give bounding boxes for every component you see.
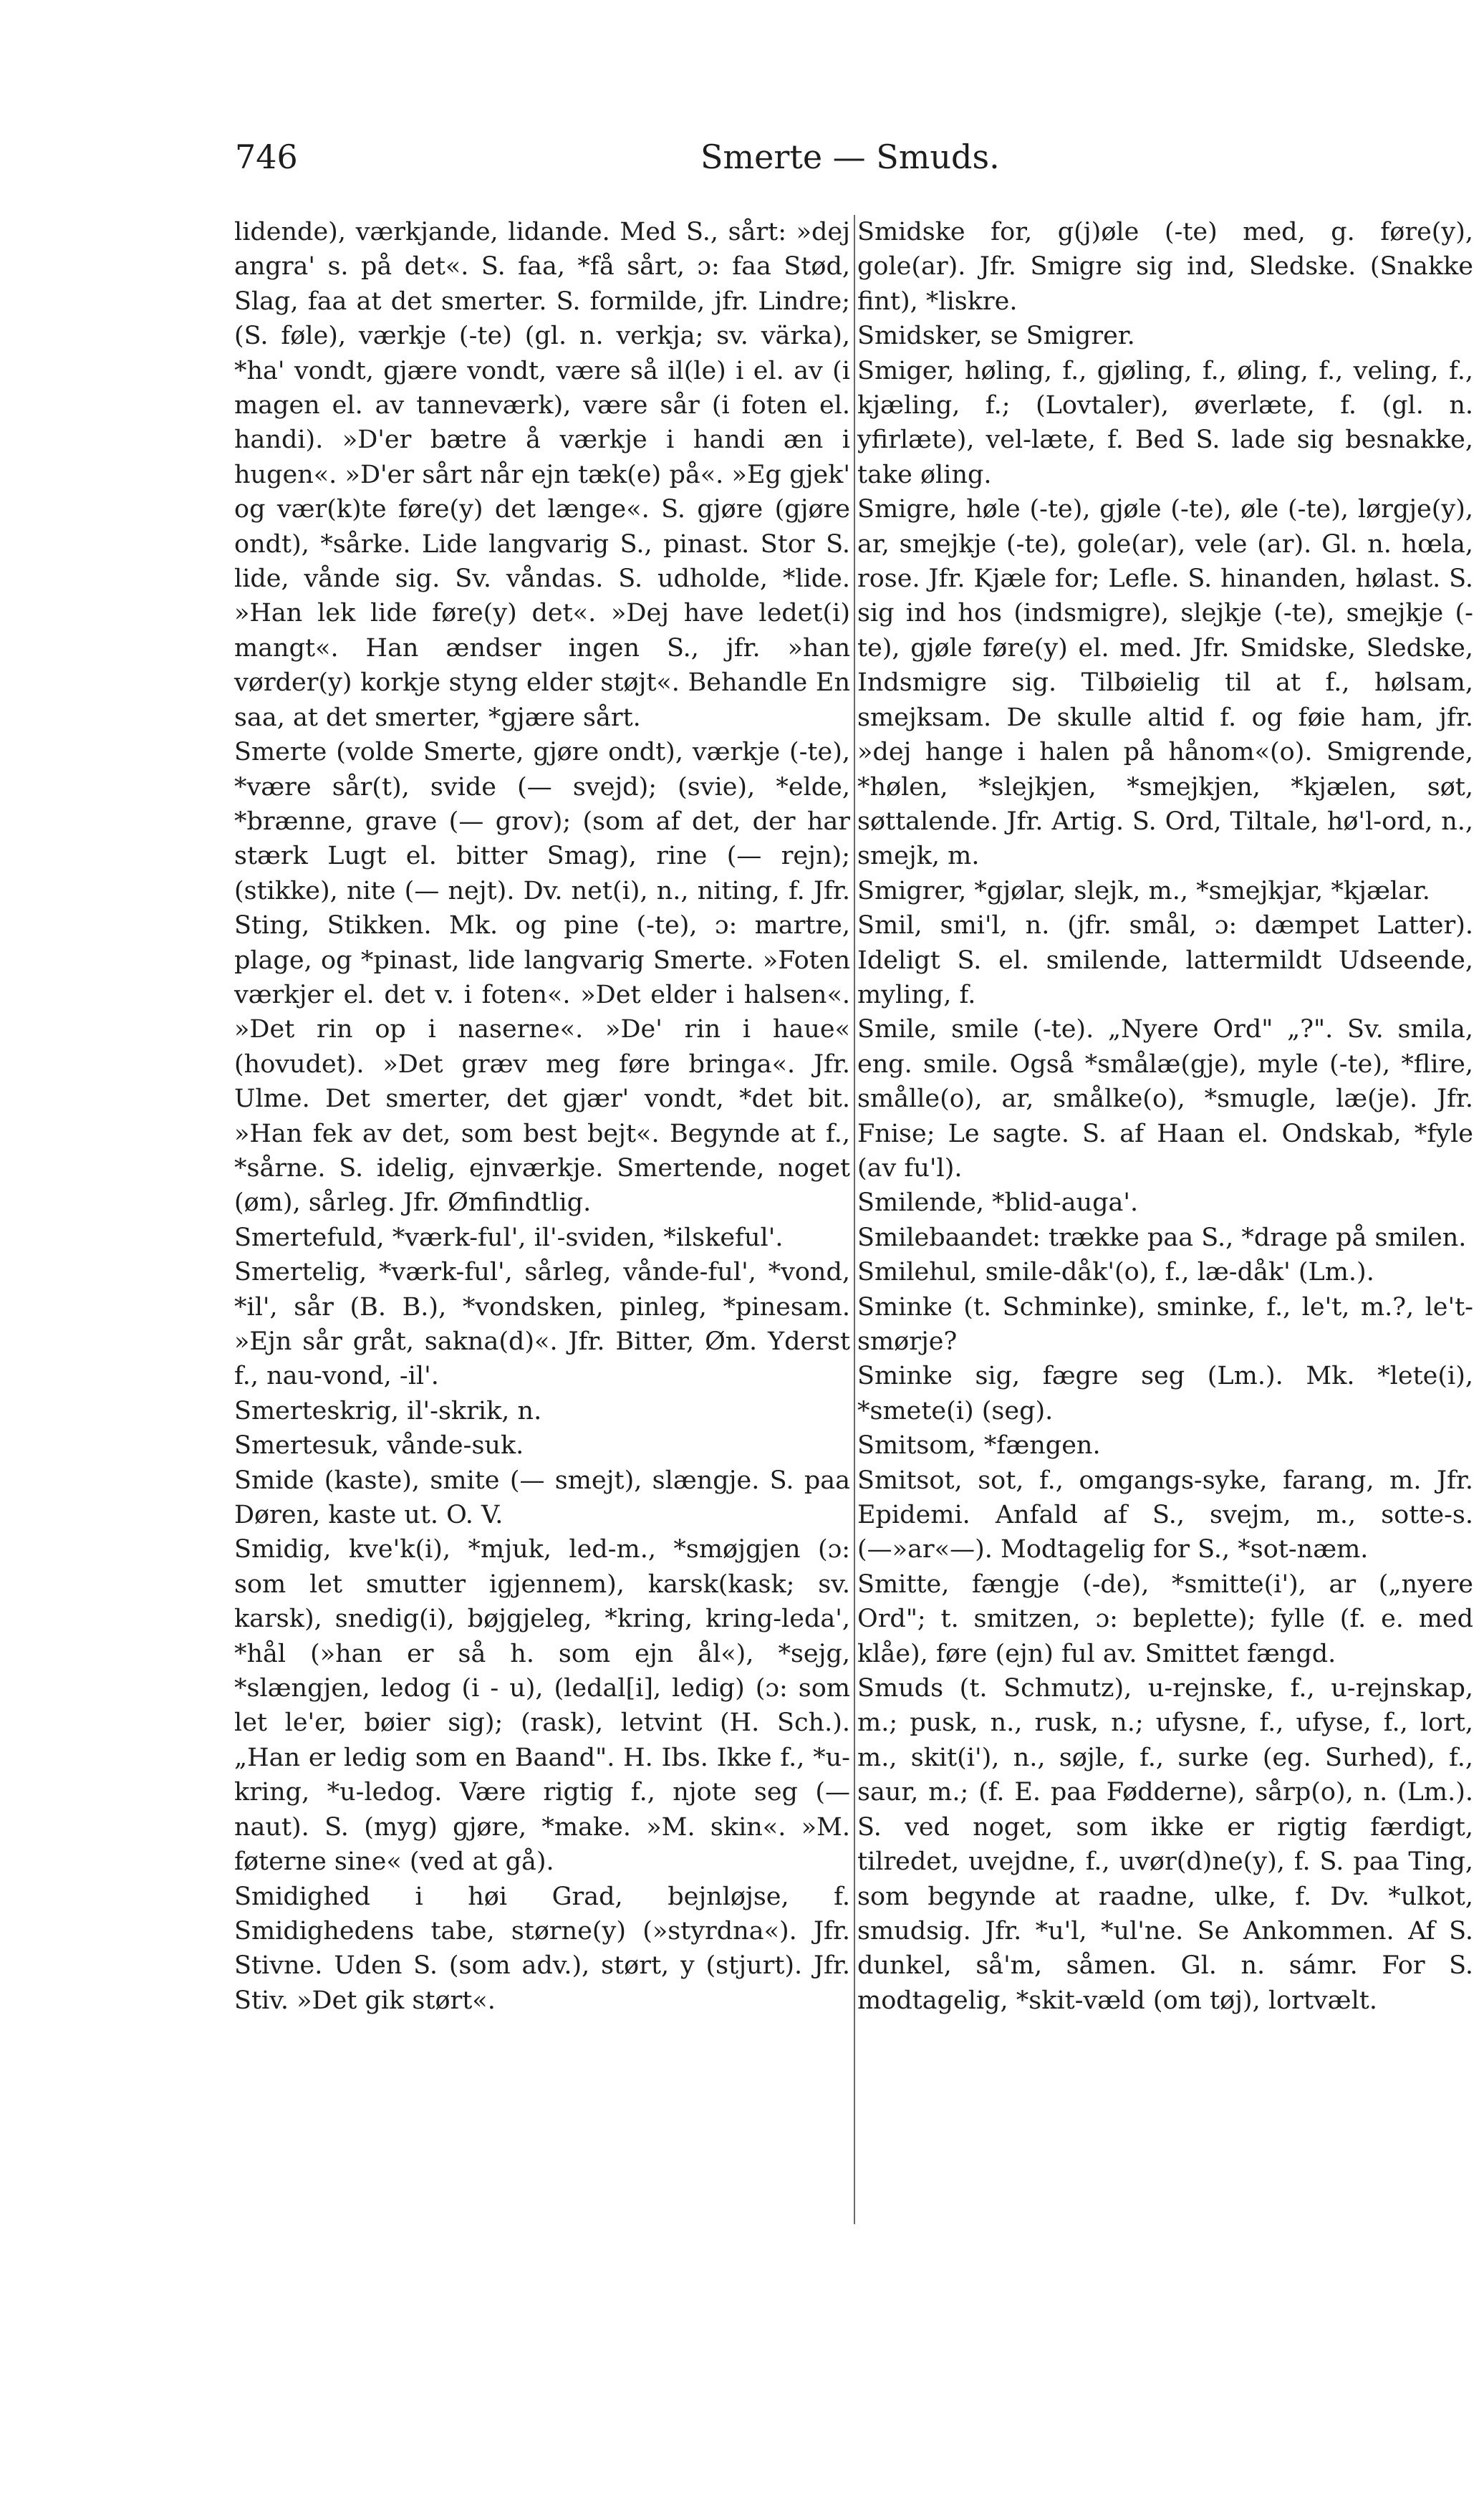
dictionary-entry: Smilende, *blid-auga'. xyxy=(857,1188,1139,1218)
dictionary-entry: Smile, smile (-te). „Nyere Ord" „?". Sv. smila, eng. smile. Også *smålæ(gje), myle (-te), *flire, smålle(o), ar, smålke(o), *smugle, læ(je). Jfr. Fnise; Le sagte. S. af Haan el. Ondskab, *fyle (av fu'l). xyxy=(857,1015,1473,1183)
right-column xyxy=(857,215,1473,2018)
dictionary-entry: Sminke sig, fægre seg (Lm.). Mk. *lete(i), *smete(i) (seg). xyxy=(857,1362,1473,1425)
page-number: 746 xyxy=(235,138,298,176)
left-column xyxy=(234,215,850,2018)
dictionary-entry: Smil, smi'l, n. (jfr. smål, ɔ: dæmpet Latter). Ideligt S. el. smilende, lattermildt Udseende, myling, f. xyxy=(857,911,1473,1009)
dictionary-entry: Smitsom, *fængen. xyxy=(857,1431,1101,1461)
dictionary-entry: Smerte (volde Smerte, gjøre ondt), værkje (-te), *være sår(t), svide (— svejd); (svie), *elde, *brænne, grave (— grov); (som af det, der har stærk Lugt el. bitter Smag), rine (— rejn); (stikke), nite (— nejt). Dv. net(i), n., niting, f. Jfr. Sting, Stikken. Mk. og pine (-te), ɔ: martre, plage, og *pinast, lide langvarig Smerte. »Foten værkjer el. det v. i foten«. »Det elder i halsen«. »Det rin op i naserne«. »De' rin i haue« (hovudet). »Det græv meg føre bringa«. Jfr. Ulme. Det smerter, det gjær' vondt, *det bit. »Han fek av det, som best bejt«. Begynde at f., *sårne. S. idelig, ejnværkje. Smertende, noget (øm), sårleg. Jfr. Ømfindtlig. xyxy=(234,738,850,1218)
dictionary-entry: Smilebaandet: trække paa S., *drage på smilen. xyxy=(857,1223,1467,1252)
dictionary-entry: Smigre, høle (-te), gjøle (-te), øle (-te), lørgje(y), ar, smejkje (-te), gole(ar), vele (ar). Gl. n. hœla, rose. Jfr. Kjæle for; Lefle. S. hinanden, hølast. S. sig ind hos (indsmigre), slejkje (-te), smejkje (-te), gjøle føre(y) el. med. Jfr. Smidske, Sledske, Indsmigre sig. Tilbøielig til at f., hølsam, smejksam. De skulle altid f. og føie ham, jfr. »dej hange i halen på hånom«(o). Smigrende, *hølen, *slejkjen, *smejkjen, *kjælen, søt, søttalende. Jfr. Artig. S. Ord, Tiltale, hø'l-ord, n., smejk, m. xyxy=(857,495,1473,871)
dictionary-entry: Smidske for, g(j)øle (-te) med, g. føre(y), gole(ar). Jfr. Smigre sig ind, Sledske. (Snakke fint), *liskre. xyxy=(857,218,1473,316)
dictionary-entry: lidende), værkjande, lidande. Med S., sårt: »dej angra' s. på det«. S. faa, *få sårt, ɔ: faa Stød, Slag, faa at det smerter. S. formilde, jfr. Lindre; (S. føle), værkje (-te) (gl. n. verkja; sv. värka), *ha' vondt, gjære vondt, være så il(le) i el. av (i magen el. av tanneværk), være sår (i foten el. handi). »D'er bætre å værkje i handi æn i hugen«. »D'er sårt når ejn tæk(e) på«. »Eg gjek' og vær(k)te føre(y) det længe«. S. gjøre (gjøre ondt), *sårke. Lide langvarig S., pinast. Stor S. lide, vånde sig. Sv. våndas. S. udholde, *lide. »Han lek lide føre(y) det«. »Dej have ledet(i) mangt«. Han ændser ingen S., jfr. »han vørder(y) korkje styng elder støjt«. Behandle En saa, at det smerter, *gjære sårt. xyxy=(234,218,850,732)
dictionary-entry: Smide (kaste), smite (— smejt), slængje. S. paa Døren, kaste ut. O. V. xyxy=(234,1466,850,1530)
dictionary-entry: Smitte, fængje (-de), *smitte(i'), ar („nyere Ord"; t. smitzen, ɔ: beplette); fylle (f. e. med klåe), føre (ejn) ful av. Smittet fængd. xyxy=(857,1569,1473,1668)
dictionary-entry: Smilehul, smile-dåk'(o), f., læ-dåk' (Lm.). xyxy=(857,1258,1374,1287)
page-header xyxy=(235,138,1381,188)
dictionary-entry: Smigrer, *gjølar, slejk, m., *smejkjar, *kjælar. xyxy=(857,876,1430,905)
dictionary-entry: Smerteskrig, il'-skrik, n. xyxy=(234,1396,542,1425)
dictionary-entry: Smuds (t. Schmutz), u-rejnske, f., u-rejnskap, m.; pusk, n., rusk, n.; ufysne, f., ufyse, f., lort, m., skit(i'), n., søjle, f., surke (eg. Surhed), f., saur, m.; (f. E. paa Fødderne), sårp(o), n. (Lm.). S. ved noget, som ikke er rigtig færdigt, tilredet, uvejdne, f., uvør(d)ne(y), f. S. paa Ting, som begynde at raadne, ulke, f. Dv. *ulkot, smudsig. Jfr. *u'l, *ul'ne. Se Ankommen. Af S. dunkel, så'm, såmen. Gl. n. sámr. For S. modtagelig, *skit-væld (om tøj), lortvælt. xyxy=(857,1674,1473,2015)
dictionary-entry: Smertefuld, *værk-ful', il'-sviden, *ilskeful'. xyxy=(234,1223,784,1252)
dictionary-entry: Smiger, høling, f., gjøling, f., øling, f., veling, f., kjæling, f.; (Lovtaler), øverlæte, f. (gl. n. yfirlæte), vel-læte, f. Bed S. lade sig besnakke, take øling. xyxy=(857,356,1473,489)
dictionary-entry: Smertelig, *værk-ful', sårleg, vånde-ful', *vond, *il', sår (B. B.), *vondsken, pinleg, *pinesam. »Ejn sår gråt, sakna(d)«. Jfr. Bitter, Øm. Yderst f., nau-vond, -il'. xyxy=(234,1258,850,1391)
dictionary-entry: Sminke (t. Schminke), sminke, f., le't, m.?, le't-smørje? xyxy=(857,1292,1473,1356)
dictionary-entry: Smidsker, se Smigrer. xyxy=(857,322,1135,351)
dictionary-entry: Smertesuk, vånde-suk. xyxy=(234,1431,524,1461)
dictionary-entry: Smidig, kve'k(i), *mjuk, led-m., *smøjgjen (ɔ: som let smutter igjennem), karsk(kask; sv. karsk), snedig(i), bøjgjeleg, *kring, kring-leda', *hål (»han er så h. som ejn ål«), *sejg, *slængjen, ledog (i - u), (ledal[i], ledig) (ɔ: som let le'er, bøier sig); (rask), letvint (H. Sch.). „Han er ledig som en Baand". H. Ibs. Ikke f., *u-kring, *u-ledog. Være rigtig f., njote seg (— naut). S. (myg) gjøre, *make. »M. skin«. »M. føterne sine« (ved at gå). xyxy=(234,1535,850,1877)
dictionary-entry: Smidighed i høi Grad, bejnløjse, f. Smidighedens tabe, størne(y) (»styrdna«). Jfr. Stivne. Uden S. (som adv.), størt, y (stjurt). Jfr. Stiv. »Det gik størt«. xyxy=(234,1882,850,2015)
running-head: Smerte — Smuds. xyxy=(700,138,1000,176)
column-divider xyxy=(854,215,855,2224)
dictionary-entry: Smitsot, sot, f., omgangs-syke, farang, m. Jfr. Epidemi. Anfald af S., svejm, m., sotte-s. (—»ar«—). Modtagelig for S., *sot-næm. xyxy=(857,1466,1473,1564)
